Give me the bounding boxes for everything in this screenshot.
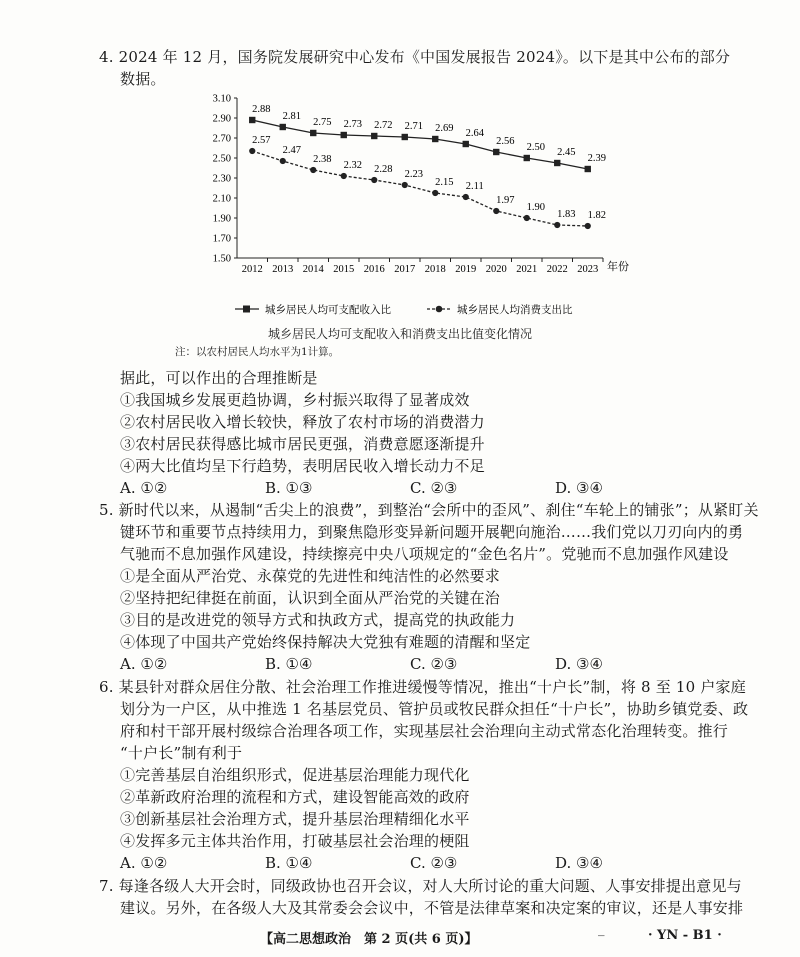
data-label: 1.83 bbox=[557, 209, 576, 220]
legend-marker-income bbox=[243, 306, 250, 313]
q4-option-d[interactable]: D. ③④ bbox=[555, 479, 603, 497]
q4-stem-line-2: 数据。 bbox=[120, 70, 166, 88]
data-label: 1.82 bbox=[587, 210, 606, 221]
y-tick-label: 3.10 bbox=[212, 93, 231, 105]
footer-code: · YN - B1 · bbox=[648, 928, 722, 943]
q4-option-b[interactable]: B. ①③ bbox=[265, 479, 313, 497]
data-point-consumption bbox=[493, 208, 499, 214]
data-point-income bbox=[402, 134, 408, 140]
x-tick-label: 2023 bbox=[577, 264, 599, 275]
footer-mark: _ bbox=[598, 922, 605, 937]
q5-option-b[interactable]: B. ①④ bbox=[265, 655, 313, 673]
q5-item-3: ③目的是改进党的领导方式和执政方式，提高党的执政能力 bbox=[120, 611, 516, 629]
q6-option-b[interactable]: B. ①④ bbox=[265, 854, 313, 872]
data-point-income bbox=[341, 132, 347, 138]
line-chart bbox=[195, 90, 629, 330]
q4-item-4: ④两大比值均呈下行趋势，表明居民收入增长动力不足 bbox=[120, 457, 485, 475]
y-tick-label: 2.70 bbox=[212, 133, 231, 145]
data-label: 2.69 bbox=[435, 123, 454, 134]
data-label: 2.64 bbox=[465, 128, 484, 139]
data-label: 2.32 bbox=[343, 160, 362, 171]
q4-item-1: ①我国城乡发展更趋协调，乡村振兴取得了显著成效 bbox=[120, 391, 470, 409]
q5-item-4: ④体现了中国共产党始终保持解决大党独有难题的清醒和坚定 bbox=[120, 633, 531, 651]
data-label: 2.11 bbox=[465, 181, 484, 192]
q6-stem-line-2: 划分为一户区，从中推选 1 名基层党员、管护员或牧民群众担任“十户长”，协助乡镇党委、政 bbox=[120, 700, 749, 718]
x-tick-label: 2014 bbox=[302, 264, 324, 275]
chart-x-axis-label: 年份 bbox=[607, 261, 629, 273]
data-label: 2.45 bbox=[557, 147, 576, 158]
data-point-consumption bbox=[310, 167, 316, 173]
x-tick-label: 2016 bbox=[363, 264, 385, 275]
data-label: 2.50 bbox=[526, 142, 545, 153]
y-tick-label: 2.10 bbox=[212, 193, 231, 205]
q7-stem-line-2: 建议。另外，在各级人大及其常委会会议中，不管是法律草案和决定案的审议，还是人事安排 bbox=[120, 899, 744, 917]
data-point-income bbox=[310, 130, 316, 136]
data-point-income bbox=[280, 124, 286, 130]
data-label: 2.47 bbox=[282, 145, 301, 156]
x-tick-label: 2017 bbox=[394, 264, 416, 275]
data-label: 2.56 bbox=[496, 136, 515, 147]
x-tick-label: 2022 bbox=[546, 264, 568, 275]
data-label: 2.71 bbox=[404, 121, 423, 132]
data-label: 2.28 bbox=[374, 164, 393, 175]
q5-stem-line-1: 5. 新时代以来，从遏制“舌尖上的浪费”，到整治“会所中的歪风”、刹住“车轮上的铺张”；从紧盯关 bbox=[99, 501, 759, 519]
data-point-consumption bbox=[463, 194, 469, 200]
q4-option-a[interactable]: A. ①② bbox=[120, 479, 168, 497]
data-point-income bbox=[432, 136, 438, 142]
data-point-consumption bbox=[524, 215, 530, 221]
q5-option-a[interactable]: A. ①② bbox=[120, 655, 168, 673]
data-label: 2.88 bbox=[252, 104, 271, 115]
legend-label-income: 城乡居民人均可支配收入比 bbox=[265, 305, 391, 316]
q5-stem-line-3: 气驰而不息加强作风建设，持续擦亮中央八项规定的“金色名片”。党驰而不息加强作风建设 bbox=[120, 545, 729, 563]
q5-stem-line-2: 键环节和重要节点持续用力，到聚焦隐形变异新问题开展靶向施治……我们党以刀刃向内的勇 bbox=[120, 523, 744, 541]
q6-option-a[interactable]: A. ①② bbox=[120, 854, 168, 872]
q4-option-c[interactable]: C. ②③ bbox=[410, 479, 458, 497]
footer-title: 【高二思想政治 第 2 页(共 6 页)】 bbox=[260, 932, 478, 947]
q5-item-1: ①是全面从严治党、永葆党的先进性和纯洁性的必然要求 bbox=[120, 567, 501, 585]
y-tick-label: 2.50 bbox=[212, 153, 231, 165]
data-point-income bbox=[371, 133, 377, 139]
q5-item-2: ②坚持把纪律挺在前面，认识到全面从严治党的关键在治 bbox=[120, 589, 501, 607]
data-point-consumption bbox=[280, 158, 286, 164]
data-label: 1.97 bbox=[496, 195, 515, 206]
series-line-2 bbox=[252, 151, 588, 226]
data-point-income bbox=[585, 166, 591, 172]
x-tick-label: 2012 bbox=[241, 264, 263, 275]
y-tick-label: 2.30 bbox=[212, 173, 231, 185]
data-label: 1.90 bbox=[526, 202, 545, 213]
q6-stem-line-3: 府和村干部开展村级综合治理各项工作，实现基层社会治理向主动式常态化治理转变。推行 bbox=[120, 722, 729, 740]
chart-series bbox=[249, 104, 606, 229]
y-tick-label: 1.70 bbox=[212, 233, 231, 245]
q6-option-c[interactable]: C. ②③ bbox=[410, 854, 458, 872]
y-tick-label: 2.90 bbox=[212, 113, 231, 125]
x-tick-label: 2020 bbox=[485, 264, 507, 275]
y-tick-label: 1.90 bbox=[212, 213, 231, 225]
x-tick-label: 2018 bbox=[424, 264, 446, 275]
q6-stem-line-4: “十户长”制有利于 bbox=[120, 744, 243, 762]
legend-marker-consumption bbox=[436, 306, 443, 313]
q4-lead: 据此，可以作出的合理推断是 bbox=[120, 369, 318, 387]
x-tick-label: 2015 bbox=[333, 264, 355, 275]
data-point-consumption bbox=[402, 182, 408, 188]
data-point-income bbox=[463, 141, 469, 147]
data-label: 2.81 bbox=[282, 111, 301, 122]
q6-option-d[interactable]: D. ③④ bbox=[555, 854, 603, 872]
data-point-consumption bbox=[249, 148, 255, 154]
q6-item-3: ③创新基层社会治理方式，提升基层治理精细化水平 bbox=[120, 810, 470, 828]
data-label: 2.15 bbox=[435, 177, 454, 188]
q6-item-2: ②革新政府治理的流程和方式，建设智能高效的政府 bbox=[120, 788, 470, 806]
y-tick-label: 1.50 bbox=[212, 253, 231, 265]
data-point-income bbox=[554, 160, 560, 166]
chart-note: 注：以农村居民人均水平为1计算。 bbox=[175, 346, 340, 358]
data-label: 2.39 bbox=[587, 153, 606, 164]
data-point-consumption bbox=[341, 173, 347, 179]
data-point-consumption bbox=[585, 223, 591, 229]
q7-stem-line-1: 7. 每逢各级人大开会时，同级政协也召开会议，对人大所讨论的重大问题、人事安排提出意见与 bbox=[99, 877, 742, 895]
data-label: 2.23 bbox=[404, 169, 423, 180]
data-point-income bbox=[249, 117, 255, 123]
q6-item-1: ①完善基层自治组织形式，促进基层治理能力现代化 bbox=[120, 766, 470, 784]
data-point-income bbox=[493, 149, 499, 155]
legend-label-consumption: 城乡居民人均消费支出比 bbox=[457, 305, 573, 316]
data-point-income bbox=[524, 155, 530, 161]
data-label: 2.75 bbox=[313, 117, 332, 128]
q6-stem-line-1: 6. 某县针对群众居住分散、社会治理工作推进缓慢等情况，推出“十户长”制，将 8 至 10 户家庭 bbox=[99, 678, 746, 696]
data-label: 2.72 bbox=[374, 120, 393, 131]
data-point-consumption bbox=[371, 177, 377, 183]
data-label: 2.57 bbox=[252, 135, 271, 146]
q5-option-c[interactable]: C. ②③ bbox=[410, 655, 458, 673]
data-label: 2.73 bbox=[343, 119, 362, 130]
q4-item-2: ②农村居民收入增长较快，释放了农村市场的消费潜力 bbox=[120, 413, 485, 431]
q5-option-d[interactable]: D. ③④ bbox=[555, 655, 603, 673]
data-point-consumption bbox=[554, 222, 560, 228]
chart-caption: 城乡居民人均可支配收入和消费支出比值变化情况 bbox=[267, 327, 532, 341]
q4-stem-line-1: 4. 2024 年 12 月，国务院发展研究中心发布《中国发展报告 2024》。以下是其中公布的部分 bbox=[99, 48, 731, 66]
q6-item-4: ④发挥多元主体共治作用，打破基层社会治理的梗阻 bbox=[120, 832, 470, 850]
q4-item-3: ③农村居民获得感比城市居民更强，消费意愿逐渐提升 bbox=[120, 435, 485, 453]
x-tick-label: 2019 bbox=[455, 264, 477, 275]
data-label: 2.38 bbox=[313, 154, 332, 165]
chart-legend bbox=[235, 303, 573, 316]
x-tick-label: 2013 bbox=[272, 264, 294, 275]
x-tick-label: 2021 bbox=[516, 264, 538, 275]
data-point-consumption bbox=[432, 190, 438, 196]
